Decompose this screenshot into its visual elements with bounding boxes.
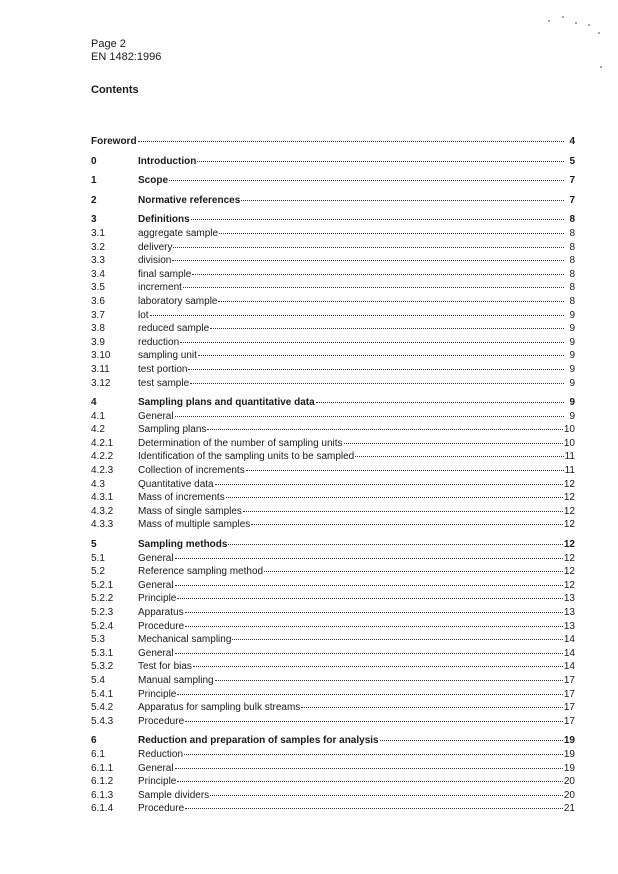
toc-entry-title: Sampling methods xyxy=(138,539,228,551)
toc-entry-number: 4.3 xyxy=(91,478,105,490)
toc-entry-title: laboratory sample xyxy=(138,295,218,307)
dot-leader xyxy=(185,712,563,722)
toc-entry-title: Principle xyxy=(138,776,177,788)
dot-leader xyxy=(172,251,564,261)
toc-entry-page: 12 xyxy=(563,505,575,517)
toc-entry-title: Reduction and preparation of samples for analysis xyxy=(138,735,379,747)
toc-entry-number: 4.3.1 xyxy=(91,492,114,504)
dot-leader xyxy=(316,393,564,403)
toc-entry-number: 4 xyxy=(91,397,97,409)
toc-entry-page: 12 xyxy=(563,566,575,578)
toc-entry-title: reduction xyxy=(138,336,180,348)
toc-entry-page: 13 xyxy=(563,607,575,618)
dot-leader xyxy=(183,278,564,288)
toc-entry-number: 5.4 xyxy=(91,674,105,686)
table-of-contents xyxy=(91,134,575,815)
dot-leader xyxy=(138,132,564,142)
toc-entry-number: 6.1.2 xyxy=(91,776,114,788)
toc-entry-number: 5.1 xyxy=(91,552,105,564)
dot-leader xyxy=(264,562,563,572)
toc-entry-number: 6.1.1 xyxy=(91,762,114,774)
toc-entry-number: 5.4.1 xyxy=(91,688,114,700)
toc-entry-title: Foreword xyxy=(91,136,137,147)
toc-entry-page: 14 xyxy=(563,647,575,659)
toc-entry-title: Normative references xyxy=(138,194,241,206)
toc-entry-page: 21 xyxy=(563,803,575,815)
dot-leader xyxy=(177,685,563,695)
toc-entry-number: 3.5 xyxy=(91,282,105,294)
toc-entry-title: Principle xyxy=(138,593,177,605)
toc-entry-page: 7 xyxy=(569,194,575,206)
dot-leader xyxy=(185,603,563,613)
toc-entry-page: 9 xyxy=(569,323,575,335)
toc-entry-title: Collection of increments xyxy=(138,465,245,477)
toc-entry[interactable] xyxy=(91,193,575,207)
toc-entry-title: Identification of the sampling units to be sampled xyxy=(138,451,355,463)
toc-entry-number: 5.2.3 xyxy=(91,607,114,618)
toc-entry-number: 5.4.3 xyxy=(91,715,114,727)
toc-entry-title: Mass of multiple samples xyxy=(138,519,251,531)
toc-entry-number: 0 xyxy=(91,155,97,167)
toc-entry-page: 8 xyxy=(569,268,575,280)
dot-leader xyxy=(190,374,564,384)
toc-entry-title: Mechanical sampling xyxy=(138,634,232,646)
toc-entry-number: 5.3.1 xyxy=(91,647,114,659)
toc-entry-title: Procedure xyxy=(138,803,185,815)
toc-entry-page: 8 xyxy=(569,255,575,267)
dot-leader xyxy=(175,759,563,769)
toc-entry-title: General xyxy=(138,410,174,422)
dot-leader xyxy=(197,152,564,162)
toc-entry-number: 4.1 xyxy=(91,410,105,422)
toc-entry-number: 4.2.1 xyxy=(91,437,114,449)
toc-entry-number: 5.3 xyxy=(91,634,105,646)
dot-leader xyxy=(175,576,563,586)
toc-entry[interactable] xyxy=(91,154,575,168)
toc-entry-page: 19 xyxy=(563,748,575,760)
dot-leader xyxy=(175,407,564,417)
toc-entry-title: General xyxy=(138,647,174,659)
toc-entry-title: test sample xyxy=(138,377,190,389)
toc-entry-number: 4.2.3 xyxy=(91,465,114,477)
toc-entry-page: 20 xyxy=(563,776,575,788)
dot-leader xyxy=(177,772,563,782)
toc-entry-title: Sampling plans and quantitative data xyxy=(138,397,315,409)
toc-entry-number: 3.9 xyxy=(91,336,105,348)
dot-leader xyxy=(215,671,563,681)
toc-entry-number: 6 xyxy=(91,735,97,747)
dot-leader xyxy=(218,292,564,302)
dot-leader xyxy=(191,210,564,220)
toc-entry-number: 2 xyxy=(91,194,97,206)
toc-entry-page: 9 xyxy=(569,336,575,348)
toc-entry-number: 5 xyxy=(91,539,97,551)
toc-entry-page: 12 xyxy=(563,478,575,490)
dot-leader xyxy=(241,191,564,201)
toc-entry[interactable] xyxy=(91,134,575,148)
toc-entry-title: Test for bias xyxy=(138,661,192,673)
toc-entry-title: sampling unit xyxy=(138,350,197,362)
dot-leader xyxy=(232,630,562,640)
dot-leader xyxy=(210,786,563,796)
toc-entry-number: 1 xyxy=(91,175,97,187)
toc-entry[interactable] xyxy=(91,517,575,531)
dot-leader xyxy=(380,731,563,741)
toc-entry-page: 10 xyxy=(563,424,575,436)
toc-entry-title: Procedure xyxy=(138,620,185,632)
toc-entry-page: 17 xyxy=(563,688,575,700)
dot-leader xyxy=(226,488,563,498)
dot-leader xyxy=(246,461,564,471)
toc-entry-number: 3.4 xyxy=(91,268,105,280)
toc-entry-title: Scope xyxy=(138,175,169,187)
toc-entry-title: division xyxy=(138,255,172,267)
dot-leader xyxy=(228,535,562,545)
dot-leader xyxy=(219,224,564,234)
toc-entry[interactable] xyxy=(91,801,575,815)
toc-entry-number: 3.10 xyxy=(91,350,111,362)
toc-entry-title: Procedure xyxy=(138,715,185,727)
toc-entry-title: General xyxy=(138,579,174,591)
toc-entry-title: Apparatus for sampling bulk streams xyxy=(138,702,301,714)
toc-entry-number: 4.3.3 xyxy=(91,519,114,531)
toc-entry-page: 17 xyxy=(563,702,575,714)
toc-entry-number: 4.2.2 xyxy=(91,451,114,463)
dot-leader xyxy=(175,644,563,654)
toc-entry-title: Determination of the number of sampling units xyxy=(138,437,343,449)
dot-leader xyxy=(184,745,563,755)
toc-entry-page: 17 xyxy=(563,715,575,727)
toc-entry-page: 8 xyxy=(569,214,575,226)
dot-leader xyxy=(198,346,564,356)
toc-entry-page: 12 xyxy=(563,519,575,531)
toc-entry-page: 4 xyxy=(569,136,575,147)
toc-entry[interactable] xyxy=(91,714,575,728)
toc-entry-number: 6.1.4 xyxy=(91,803,114,815)
toc-entry-title: Reference sampling method xyxy=(138,566,264,578)
scan-artifacts xyxy=(540,14,610,74)
dot-leader xyxy=(251,515,563,525)
toc-entry-title: increment xyxy=(138,282,182,294)
toc-entry-number: 4.2 xyxy=(91,424,105,436)
toc-entry-page: 9 xyxy=(569,397,575,409)
toc-entry-page: 7 xyxy=(569,175,575,187)
toc-entry-title: lot xyxy=(138,309,149,321)
toc-entry-title: Mass of single samples xyxy=(138,505,242,517)
toc-entry-page: 12 xyxy=(563,492,575,504)
toc-entry-title: Manual sampling xyxy=(138,674,214,686)
toc-entry-page: 14 xyxy=(563,661,575,673)
toc-entry-page: 12 xyxy=(563,579,575,591)
toc-entry-page: 20 xyxy=(563,789,575,801)
dot-leader xyxy=(193,657,563,667)
toc-entry-page: 9 xyxy=(569,377,575,389)
toc-entry-number: 5.2.4 xyxy=(91,620,114,632)
toc-entry[interactable] xyxy=(91,173,575,187)
page-header xyxy=(91,38,161,64)
toc-entry-number: 3.3 xyxy=(91,255,105,267)
dot-leader xyxy=(192,265,564,275)
toc-entry-page: 13 xyxy=(563,620,575,632)
contents-heading: Contents xyxy=(91,84,139,96)
toc-entry-page: 8 xyxy=(569,241,575,253)
dot-leader xyxy=(355,447,563,457)
toc-entry-number: 5.2.1 xyxy=(91,579,114,591)
standard-identifier: EN 1482:1996 xyxy=(91,51,162,63)
dot-leader xyxy=(215,475,563,485)
dot-leader xyxy=(175,549,563,559)
toc-entry-title: Definitions xyxy=(138,214,190,226)
toc-entry-title: General xyxy=(138,762,174,774)
toc-entry-title: General xyxy=(138,552,174,564)
dot-leader xyxy=(180,333,564,343)
toc-entry-number: 4.3.2 xyxy=(91,505,114,517)
toc-entry[interactable] xyxy=(91,376,575,390)
page-number-label: Page 2 xyxy=(91,38,126,50)
toc-entry-title: Apparatus xyxy=(138,607,184,618)
dot-leader xyxy=(210,319,564,329)
toc-entry-page: 9 xyxy=(569,309,575,321)
dot-leader xyxy=(188,360,564,370)
toc-entry-number: 3.8 xyxy=(91,323,105,335)
toc-entry-page: 8 xyxy=(569,282,575,294)
toc-entry-page: 13 xyxy=(563,593,575,605)
toc-entry-page: 5 xyxy=(569,155,575,167)
toc-entry-page: 8 xyxy=(569,227,575,239)
toc-entry-page: 8 xyxy=(569,295,575,307)
toc-entry-page: 19 xyxy=(563,762,575,774)
dot-leader xyxy=(344,434,563,444)
dot-leader xyxy=(185,617,563,627)
dot-leader xyxy=(177,589,563,599)
toc-entry-page: 11 xyxy=(564,451,575,463)
toc-entry-title: Introduction xyxy=(138,155,197,167)
dot-leader xyxy=(301,698,563,708)
dot-leader xyxy=(243,502,563,512)
toc-entry-page: 12 xyxy=(563,539,575,551)
toc-entry-number: 3 xyxy=(91,214,97,226)
toc-entry-title: aggregate sample xyxy=(138,227,219,239)
dot-leader xyxy=(150,306,564,316)
dot-leader xyxy=(173,238,564,248)
dot-leader xyxy=(185,799,563,809)
toc-entry-page: 9 xyxy=(569,410,575,422)
toc-entry-number: 3.1 xyxy=(91,227,105,239)
toc-entry-number: 3.11 xyxy=(91,363,110,375)
dot-leader xyxy=(169,171,564,181)
toc-entry-number: 6.1.3 xyxy=(91,789,114,801)
toc-entry-number: 5.2 xyxy=(91,566,105,578)
toc-entry-number: 3.7 xyxy=(91,309,105,321)
toc-entry-number: 5.4.2 xyxy=(91,702,114,714)
toc-entry-page: 11 xyxy=(564,465,575,477)
toc-entry-number: 6.1 xyxy=(91,748,105,760)
toc-entry-title: final sample xyxy=(138,268,192,280)
toc-entry-title: reduced sample xyxy=(138,323,210,335)
toc-entry-title: Mass of increments xyxy=(138,492,225,504)
toc-entry-number: 3.6 xyxy=(91,295,105,307)
toc-entry-page: 9 xyxy=(569,350,575,362)
toc-entry-page: 17 xyxy=(563,674,575,686)
toc-entry-title: Sample dividers xyxy=(138,789,210,801)
toc-entry-title: Quantitative data xyxy=(138,478,214,490)
toc-entry-title: delivery xyxy=(138,241,173,253)
toc-entry-page: 12 xyxy=(563,552,575,564)
toc-entry-page: 10 xyxy=(563,437,575,449)
toc-entry-page: 14 xyxy=(563,634,575,646)
toc-entry-number: 5.3.2 xyxy=(91,661,114,673)
toc-entry-number: 3.2 xyxy=(91,241,105,253)
toc-entry-title: Reduction xyxy=(138,748,184,760)
toc-entry-page: 9 xyxy=(569,363,575,375)
toc-entry-title: Sampling plans xyxy=(138,424,207,436)
dot-leader xyxy=(207,420,563,430)
toc-entry-page: 19 xyxy=(563,735,575,747)
toc-entry-title: test portion xyxy=(138,363,188,375)
toc-entry-number: 5.2.2 xyxy=(91,593,114,605)
toc-entry-title: Principle xyxy=(138,688,177,700)
toc-entry-number: 3.12 xyxy=(91,377,111,389)
